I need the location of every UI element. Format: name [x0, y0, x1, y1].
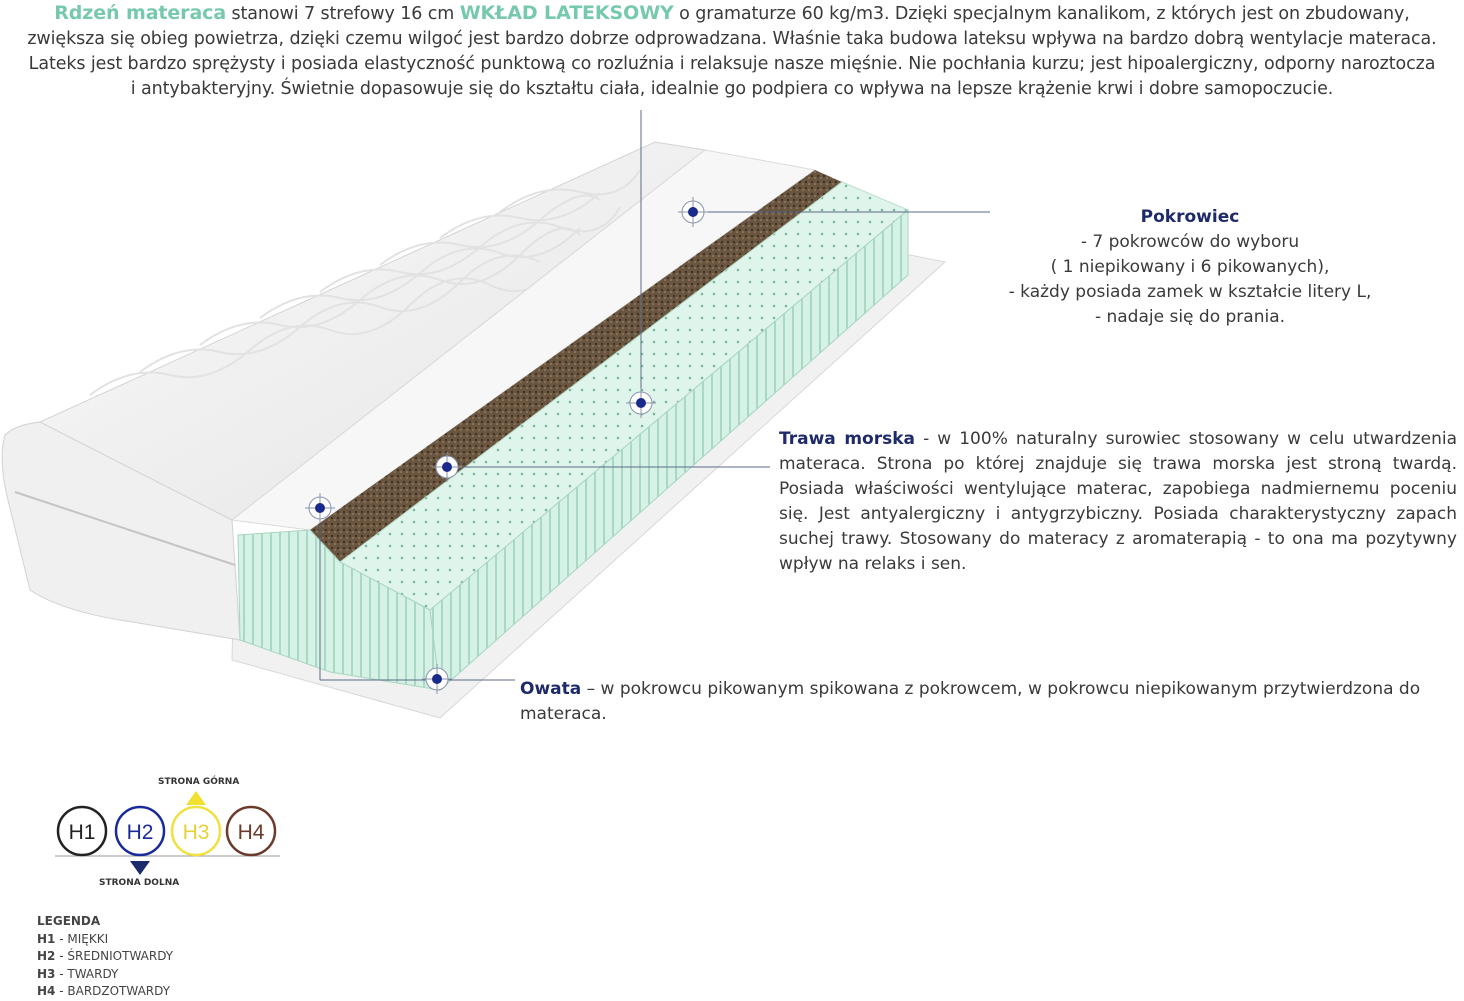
- hardness-label-h4: H4: [237, 821, 265, 844]
- legend-item: [37, 966, 173, 984]
- hardness-indicator: [55, 791, 280, 875]
- bottom-side-arrow-icon: [130, 861, 150, 875]
- hardness-label-h1: H1: [68, 821, 96, 844]
- intro-latex-label: WKŁAD LATEKSOWY: [459, 2, 674, 24]
- legend-sep: -: [55, 984, 68, 998]
- legend-name: ŚREDNIOTWARDY: [67, 949, 174, 963]
- intro-line-4: i antybakteryjny. Świetnie dopasowuje się do kształtu ciała, idealnie go podpiera co wpływa na lepsze krążenie krwi i dobre samopoczucie.: [130, 79, 1334, 99]
- legend-item: [37, 948, 173, 966]
- callout-cover-line: ( 1 niepikowany i 6 pikowanych),: [1050, 257, 1330, 277]
- callout-seaweed: [779, 427, 1457, 577]
- legend-title: LEGENDA: [37, 914, 101, 928]
- top-side-label: STRONA GÓRNA: [158, 777, 240, 787]
- bottom-side-label: STRONA DOLNA: [99, 878, 180, 888]
- callout-cover-title: Pokrowiec: [1140, 207, 1240, 227]
- callout-cover-line: - każdy posiada zamek w kształcie litery L,: [1008, 282, 1372, 302]
- callout-seaweed-text: - w 100% naturalny surowiec stosowany w celu utwardzenia materaca. Strona po której znajduje się trawa morska jest stroną twardą. Posiada właściwości wentylujące materac, zapobiega nadmiernemu poceniu się. Jest antyalergiczny i antygrzybiczny. Posiada charakterystyczny zapach suchej trawy. Stosowany do materacy z aromaterapią - to ona ma pozytywny wpływ na relaks i sen.: [779, 429, 1457, 574]
- intro-text-b: o gramaturze 60 kg/m3. Dzięki specjalnym kanalikom, z których jest on zbudowany,: [673, 4, 1410, 24]
- callout-cover-line: - 7 pokrowców do wyboru: [1080, 232, 1300, 252]
- legend-item: [37, 983, 173, 1001]
- legend-sep: -: [55, 931, 68, 946]
- legend-name: MIĘKKI: [67, 931, 109, 946]
- legend-sep: -: [55, 966, 68, 981]
- intro-text-a: stanowi 7 strefowy 16 cm: [226, 4, 460, 24]
- legend-code: H1: [37, 931, 56, 946]
- top-side-arrow-icon: [186, 791, 206, 805]
- intro-line-3: Lateks jest bardzo sprężysty i posiada elastyczność punktową co rozluźnia i relaksuje nasze mięśnie. Nie pochłania kurzu; jest hipoalergiczny, odporny naroztocza: [28, 54, 1436, 74]
- legend-code: H2: [37, 949, 56, 963]
- callout-cover: [990, 205, 1390, 330]
- legend: [37, 913, 173, 1001]
- intro-core-label: Rdzeń materaca: [54, 2, 227, 24]
- callout-seaweed-title: Trawa morska: [779, 429, 916, 449]
- hardness-label-h3: H3: [182, 821, 210, 844]
- legend-name: BARDZOTWARDY: [67, 984, 171, 998]
- callout-cover-line: - nadaje się do prania.: [1094, 307, 1286, 327]
- callout-wadding-text: – w pokrowcu pikowanym spikowana z pokrowcem, w pokrowcu niepikowanym przytwierdzona do materaca.: [520, 679, 1421, 724]
- legend-code: H4: [37, 984, 56, 998]
- legend-name: TWARDY: [67, 966, 119, 981]
- intro-line-2: zwiększa się obieg powietrza, dzięki czemu wilgoć jest bardzo dobrze odprowadzana. Właśnie taka budowa lateksu wpływa na bardzo dobrą wentylacje materaca.: [27, 29, 1437, 49]
- legend-sep: -: [55, 949, 68, 963]
- legend-code: H3: [37, 966, 56, 981]
- callout-wadding: [520, 677, 1460, 727]
- callout-wadding-title: Owata: [520, 679, 582, 699]
- legend-item: [37, 931, 173, 949]
- hardness-label-h2: H2: [126, 821, 154, 844]
